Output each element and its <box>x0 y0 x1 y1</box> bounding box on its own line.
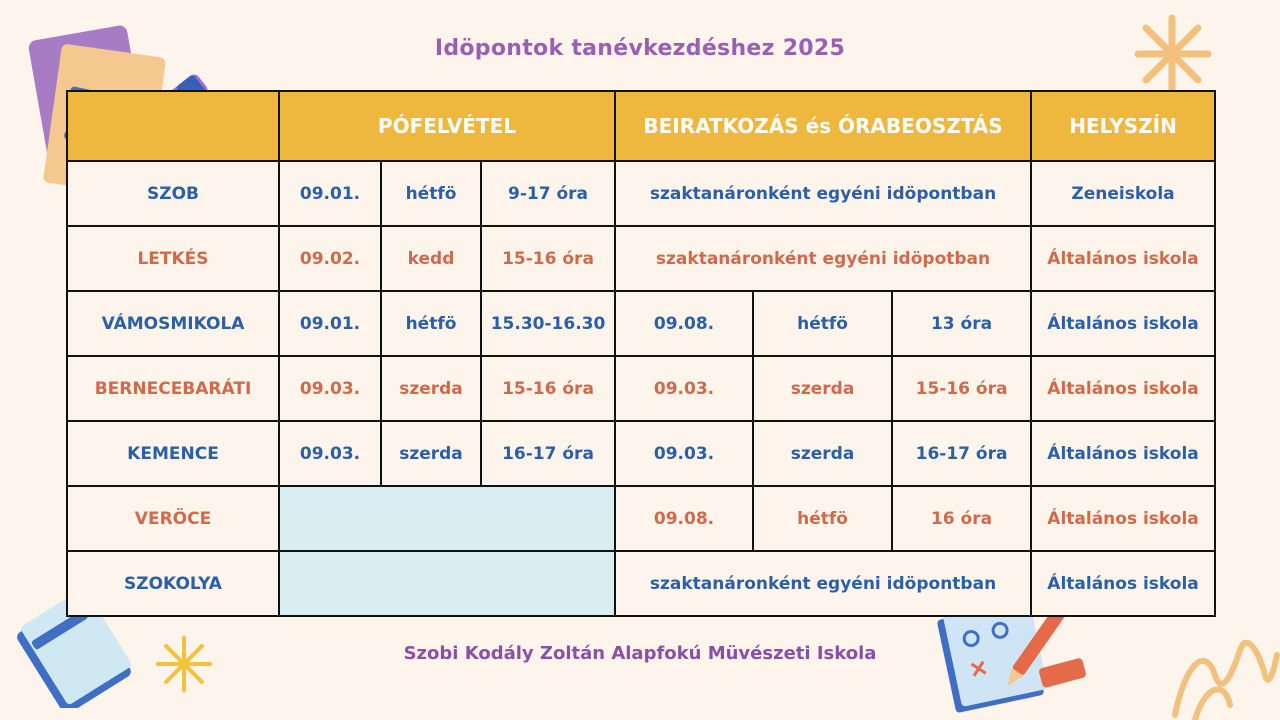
admission-time: 15.30-16.30 <box>481 291 615 356</box>
header-admission: PÓFELVÉTEL <box>279 91 615 161</box>
table-row <box>67 421 1215 486</box>
city-name: BERNECEBARÁTI <box>67 356 279 421</box>
location-cell: Általános iskola <box>1031 551 1215 616</box>
admission-date: 09.02. <box>279 226 381 291</box>
admission-time: 15-16 óra <box>481 226 615 291</box>
table-row <box>67 551 1215 616</box>
location-cell: Általános iskola <box>1031 226 1215 291</box>
city-name: SZOKOLYA <box>67 551 279 616</box>
location-cell: Általános iskola <box>1031 486 1215 551</box>
enrollment-date: 09.08. <box>615 291 753 356</box>
enrollment-day: szerda <box>753 356 892 421</box>
header-enrollment: BEIRATKOZÁS és ÓRABEOSZTÁS <box>615 91 1031 161</box>
enrollment-time: 16 óra <box>892 486 1031 551</box>
admission-date: 09.03. <box>279 356 381 421</box>
table-header-row <box>67 91 1215 161</box>
table-row <box>67 161 1215 226</box>
enrollment-time: 15-16 óra <box>892 356 1031 421</box>
table-row <box>67 291 1215 356</box>
admission-date: 09.01. <box>279 291 381 356</box>
enrollment-day: hétfö <box>753 486 892 551</box>
city-name: KEMENCE <box>67 421 279 486</box>
enrollment-date: 09.08. <box>615 486 753 551</box>
city-name: VERÖCE <box>67 486 279 551</box>
page-title: Idöpontok tanévkezdéshez 2025 <box>434 36 846 61</box>
location-cell: Általános iskola <box>1031 356 1215 421</box>
enrollment-note: szaktanáronként egyéni idöpontban <box>615 551 1031 616</box>
enrollment-time: 16-17 óra <box>892 421 1031 486</box>
admission-day: hétfö <box>381 291 481 356</box>
city-name: SZOB <box>67 161 279 226</box>
empty-admission-cell <box>279 486 615 551</box>
admission-date: 09.01. <box>279 161 381 226</box>
schedule-table <box>66 90 1216 617</box>
admission-date: 09.03. <box>279 421 381 486</box>
admission-time: 9-17 óra <box>481 161 615 226</box>
admission-day: szerda <box>381 421 481 486</box>
admission-day: szerda <box>381 356 481 421</box>
admission-day: hétfö <box>381 161 481 226</box>
enrollment-date: 09.03. <box>615 356 753 421</box>
header-corner-cell <box>67 91 279 161</box>
table-row <box>67 356 1215 421</box>
table-row <box>67 486 1215 551</box>
enrollment-note: szaktanáronként egyéni idöpontban <box>615 161 1031 226</box>
enrollment-time: 13 óra <box>892 291 1031 356</box>
enrollment-note: szaktanáronként egyéni idöpotban <box>615 226 1031 291</box>
enrollment-date: 09.03. <box>615 421 753 486</box>
swirl-icon <box>1165 625 1280 720</box>
city-name: LETKÉS <box>67 226 279 291</box>
location-cell: Általános iskola <box>1031 291 1215 356</box>
enrollment-day: hétfö <box>753 291 892 356</box>
sparkle-icon <box>152 632 216 696</box>
table-row <box>67 226 1215 291</box>
location-cell: Zeneiskola <box>1031 161 1215 226</box>
location-cell: Általános iskola <box>1031 421 1215 486</box>
city-name: VÁMOSMIKOLA <box>67 291 279 356</box>
header-location: HELYSZÍN <box>1031 91 1215 161</box>
empty-admission-cell <box>279 551 615 616</box>
admission-time: 16-17 óra <box>481 421 615 486</box>
school-name-footer: Szobi Kodály Zoltán Alapfokú Müvészeti Iskola <box>403 643 877 664</box>
admission-time: 15-16 óra <box>481 356 615 421</box>
admission-day: kedd <box>381 226 481 291</box>
enrollment-day: szerda <box>753 421 892 486</box>
